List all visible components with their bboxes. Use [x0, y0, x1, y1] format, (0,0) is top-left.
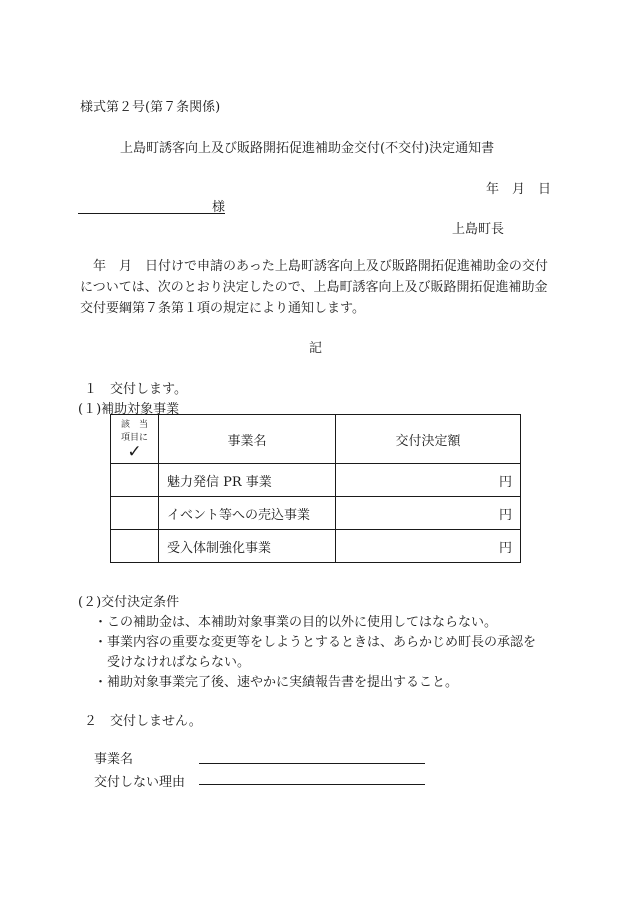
amount-cell[interactable]: 円 [336, 464, 521, 497]
reason-label: 交付しない理由 [94, 775, 186, 790]
ki-heading: 記 [309, 341, 323, 356]
condition-item-continued: 受けなければならない。 [107, 655, 251, 670]
section1-subheading: (１)補助対象事業 [78, 402, 180, 417]
reason-field[interactable] [199, 784, 425, 785]
check-cell[interactable] [111, 530, 159, 563]
addressee-line [78, 196, 225, 214]
addressee-suffix: 様 [211, 200, 225, 215]
section2-heading: ２ 交付しません。 [84, 714, 202, 729]
condition-item: ・この補助金は、本補助対象事業の目的以外に使用してはならない。 [94, 615, 498, 630]
form-number: 様式第２号(第７条関係) [80, 100, 221, 115]
project-name: イベント等への売込事業 [159, 497, 336, 530]
project-name-field[interactable] [199, 763, 425, 764]
condition-item: ・事業内容の重要な変更等をしようとするときは、あらかじめ町長の承認を [94, 635, 537, 650]
table-header-row [111, 415, 521, 464]
condition-item: ・補助対象事業完了後、速やかに実績報告書を提出すること。 [94, 675, 459, 690]
check-header-line1: 該 当 [120, 420, 148, 430]
section1-heading: １ 交付します。 [84, 382, 187, 397]
project-name: 受入体制強化事業 [159, 530, 336, 563]
table-row [111, 497, 521, 530]
checkmark-icon: ✓ [127, 442, 142, 462]
amount-cell[interactable]: 円 [336, 497, 521, 530]
check-header-line2: 項目に [120, 433, 148, 443]
project-name: 魅力発信 PR 事業 [159, 464, 336, 497]
grant-table [110, 414, 521, 563]
check-header [111, 415, 159, 464]
issuer: 上島町長 [452, 222, 505, 237]
project-name-label: 事業名 [94, 752, 134, 767]
conditions-heading: (２)交付決定条件 [78, 595, 180, 610]
amount-cell[interactable]: 円 [336, 530, 521, 563]
document-title: 上島町誘客向上及び販路開拓促進補助金交付(不交付)決定通知書 [120, 141, 495, 156]
check-cell[interactable] [111, 464, 159, 497]
table-row [111, 464, 521, 497]
name-header: 事業名 [159, 415, 336, 464]
amount-header: 交付決定額 [336, 415, 521, 464]
check-cell[interactable] [111, 497, 159, 530]
table-row [111, 530, 521, 563]
body-paragraph: 年 月 日付けで申請のあった上島町誘客向上及び販路開拓促進補助金の交付については、次のとおり決定したので、上島町誘客向上及び販路開拓促進補助金交付要綱第７条第１項の規定により通知します。 [80, 259, 548, 316]
date-line: 年 月 日 [486, 182, 552, 197]
